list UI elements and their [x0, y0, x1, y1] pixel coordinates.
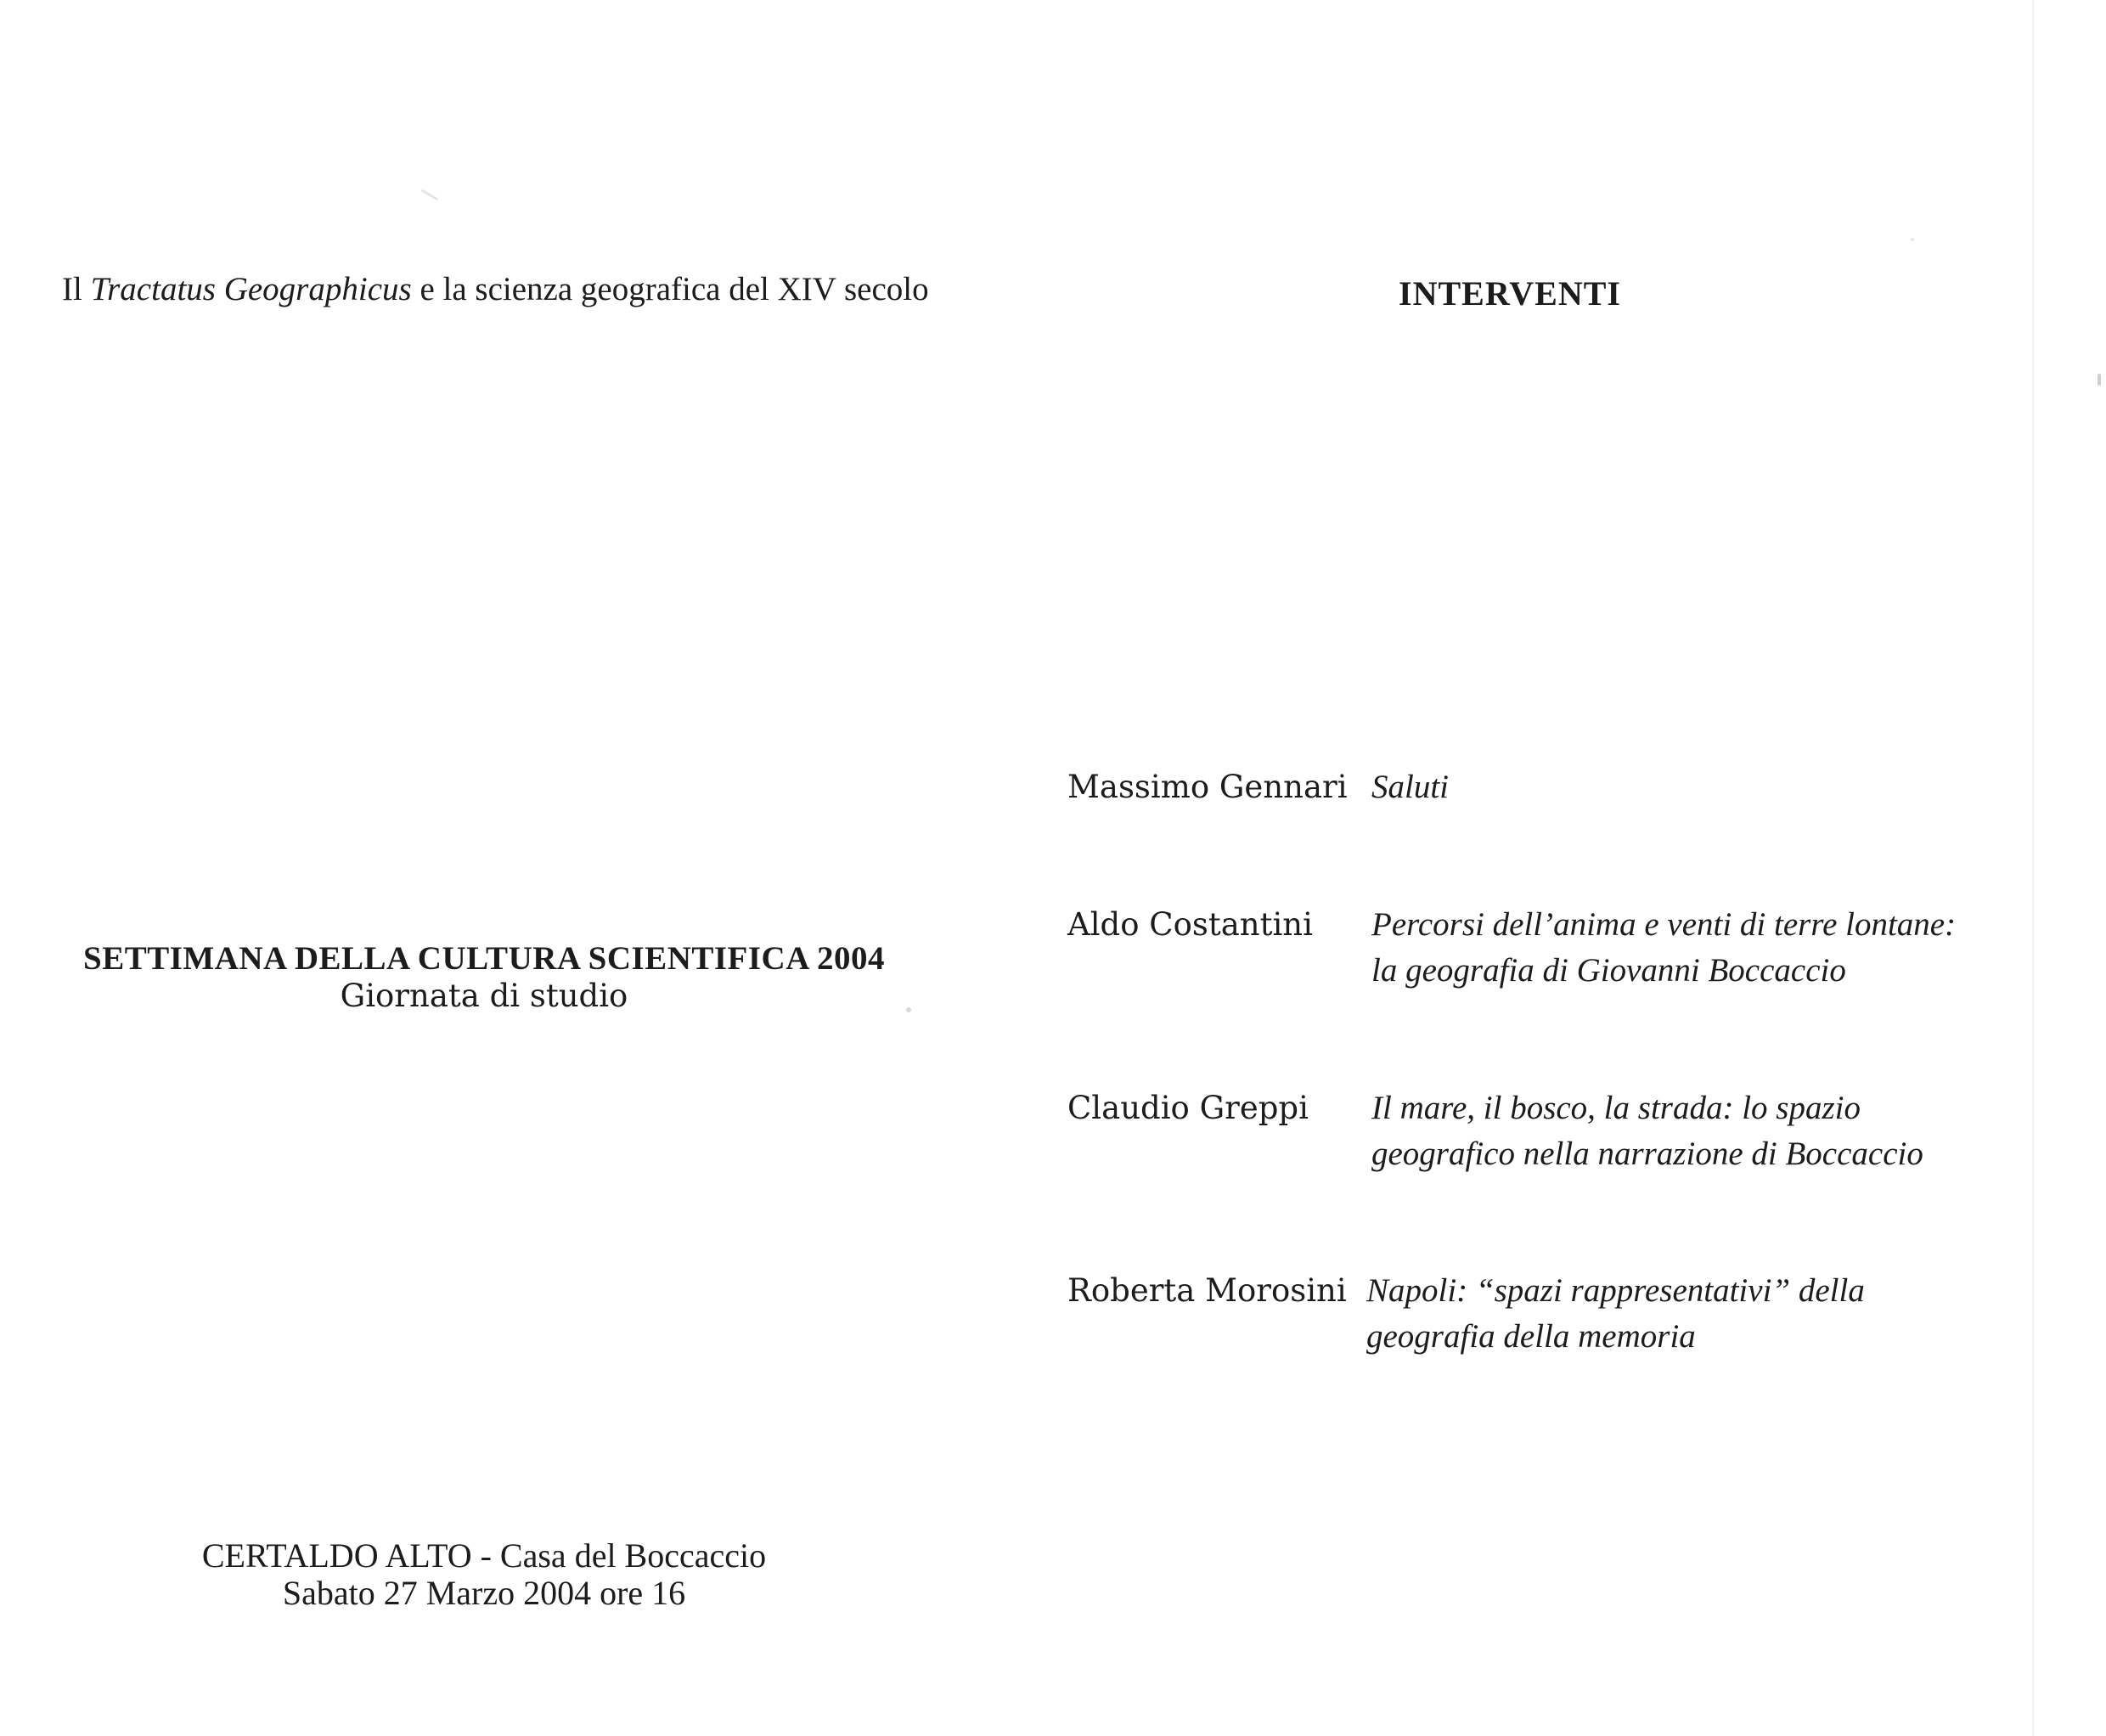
event-subtitle: Giornata di studio	[340, 978, 628, 1014]
talk-line: Il mare, il bosco, la strada: lo spazio	[1371, 1090, 1861, 1126]
subtitle-prefix: Il	[62, 271, 91, 307]
talk-line: Saluti	[1371, 769, 1450, 805]
scan-speck	[1911, 238, 1914, 241]
event-block	[51, 939, 917, 1014]
scan-speck	[2098, 374, 2101, 386]
talk-line: Napoli: “spazi rappresentativi” della	[1366, 1272, 1865, 1309]
speaker-talk	[1371, 764, 1449, 810]
interventi-heading: INTERVENTI	[1399, 274, 1621, 313]
talk-line: Percorsi dell’anima e venti di terre lontane:	[1371, 906, 1957, 943]
page-edge-line	[2032, 0, 2034, 1736]
subtitle-italic-title: Tractatus Geographicus	[90, 271, 412, 307]
talk-line: la geografia di Giovanni Boccaccio	[1371, 952, 1846, 989]
speaker-talk	[1371, 1085, 1923, 1177]
date-time-text: Sabato 27 Marzo 2004 ore 16	[282, 1574, 686, 1612]
conference-subtitle	[62, 270, 929, 308]
scan-speck	[906, 1007, 911, 1012]
subtitle-suffix: e la scienza geografica del XIV secolo	[411, 271, 929, 307]
venue-block	[85, 1537, 883, 1612]
event-title: SETTIMANA DELLA CULTURA SCIENTIFICA 2004	[83, 940, 885, 977]
speaker-name: Claudio Greppi	[1067, 1090, 1309, 1126]
speaker-talk	[1371, 902, 1956, 994]
scan-speck	[421, 189, 439, 201]
talk-line: geografico nella narrazione di Boccaccio	[1371, 1136, 1923, 1172]
talk-line: geografia della memoria	[1366, 1318, 1696, 1355]
speaker-talk	[1366, 1268, 1865, 1360]
speaker-name: Aldo Costantini	[1067, 906, 1313, 943]
speaker-name: Roberta Morosini	[1067, 1272, 1347, 1309]
speaker-name: Massimo Gennari	[1067, 769, 1348, 805]
venue-text: CERTALDO ALTO - Casa del Boccaccio	[201, 1536, 767, 1575]
